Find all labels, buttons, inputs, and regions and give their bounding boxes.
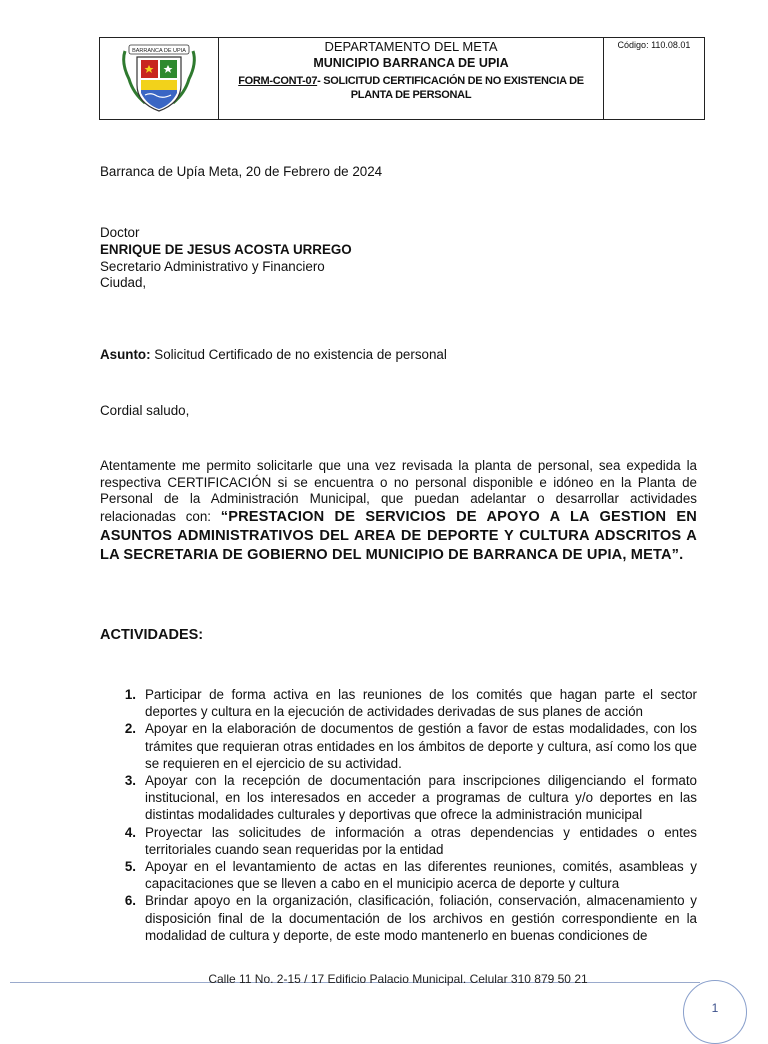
- list-item: [100, 892, 697, 944]
- recipient-name: ENRIQUE DE JESUS ACOSTA URREGO: [100, 242, 352, 257]
- footer-address: Calle 11 No. 2-15 / 17 Edificio Palacio Municipal. Celular 310 879 50 21: [208, 972, 588, 986]
- place-date: Barranca de Upía Meta, 20 de Febrero de 2024: [100, 164, 383, 179]
- subject-label: Asunto:: [100, 347, 151, 362]
- list-item-number: 1.: [124, 687, 136, 702]
- document-header: [99, 37, 705, 120]
- activities-list: [100, 686, 697, 944]
- list-item-text: Proyectar las solicitudes de información a otras dependencias y entidades o entes territoriales cuando sean requeridas por la entidad: [145, 824, 697, 857]
- list-item: [100, 858, 697, 892]
- greeting: Cordial saludo,: [100, 403, 190, 418]
- list-item-number: 4.: [124, 824, 136, 840]
- activities-heading: ACTIVIDADES:: [100, 627, 204, 643]
- list-item: [100, 686, 697, 720]
- list-item-number: 6.: [124, 893, 136, 909]
- form-title-line1: - SOLICITUD CERTIFICACIÓN DE NO EXISTENCIA DE: [317, 75, 584, 87]
- header-title-cell: [219, 38, 604, 119]
- municipal-coat-of-arms-logo: [111, 43, 207, 115]
- list-item: [100, 720, 697, 772]
- salutation-title: Doctor: [100, 225, 140, 240]
- list-item-text: Apoyar en la elaboración de documentos de gestión a favor de estas modalidades, con los trámites que requieran otras entidades en los ámbitos de deporte y cultura, así como los que se requieren en el ejercicio de su actividad.: [145, 721, 697, 771]
- list-item-text: Apoyar en el levantamiento de actas en las diferentes reuniones, comités, asambleas y capacitaciones que se lleven a cabo en el municipio acerca de deporte y cultura: [145, 859, 697, 892]
- document-code: Código: 110.08.01: [617, 40, 691, 50]
- body-intro: Atentamente me permito solicitarle que una vez revisada la planta de personal, sea expedida la respectiva CERTIFICACIÓN si se encuentra o no personal disponible e idóneo en la Planta de Personal de la Administración Municipal, que puedan adelantar o desarrollar actividades relacionadas con:: [100, 458, 697, 524]
- municipality-name: MUNICIPIO BARRANCA DE UPIA: [313, 56, 509, 70]
- list-item-number: 3.: [124, 773, 136, 789]
- list-item-number: 2.: [124, 721, 136, 737]
- list-item: [100, 824, 697, 858]
- subject-text: Solicitud Certificado de no existencia de personal: [150, 347, 447, 362]
- form-title-line2: PLANTA DE PERSONAL: [350, 89, 472, 101]
- list-item: [100, 772, 697, 824]
- page-number: 1: [711, 1001, 719, 1015]
- logo-cell: [100, 38, 219, 119]
- list-item-number: 5.: [124, 859, 136, 875]
- recipient-role: Secretario Administrativo y Financiero: [100, 259, 325, 274]
- body-paragraph: [100, 458, 697, 565]
- list-item-text: Brindar apoyo en la organización, clasificación, foliación, conservación, almacenamiento y disposición final de la documentación de los archivos en gestión correspondiente en la modalidad de cultura y deporte, de este modo mantenerlo en buenas condiciones de: [145, 893, 697, 943]
- contract-object: “PRESTACION DE SERVICIOS DE APOYO A LA GESTION EN ASUNTOS ADMINISTRATIVOS DEL AREA DE DEPORTE Y CULTURA ADSCRITOS A LA SECRETARIA DE GOBIERNO DEL MUNICIPIO DE BARRANCA DE UPIA, META”.: [100, 508, 697, 563]
- recipient-city: Ciudad,: [100, 275, 147, 290]
- department-name: DEPARTAMENTO DEL META: [324, 39, 498, 54]
- form-title: [219, 74, 603, 102]
- list-item-text: Participar de forma activa en las reuniones de los comités que hagan parte el sector deportes y cultura en la ejecución de actividades derivadas de sus planes de acción: [145, 687, 697, 720]
- list-item-text: Apoyar con la recepción de documentación para inscripciones diligenciando el formato institucional, en los interesados en acceder a programas de cultura y/o deportes en las distintas modalidades culturales y deportivas que ofrece la administración municipal: [145, 773, 697, 823]
- subject-line: [100, 347, 447, 364]
- logo-banner-text: BARRANCA DE UPIA: [132, 47, 186, 54]
- form-code: FORM-CONT-07: [238, 75, 318, 87]
